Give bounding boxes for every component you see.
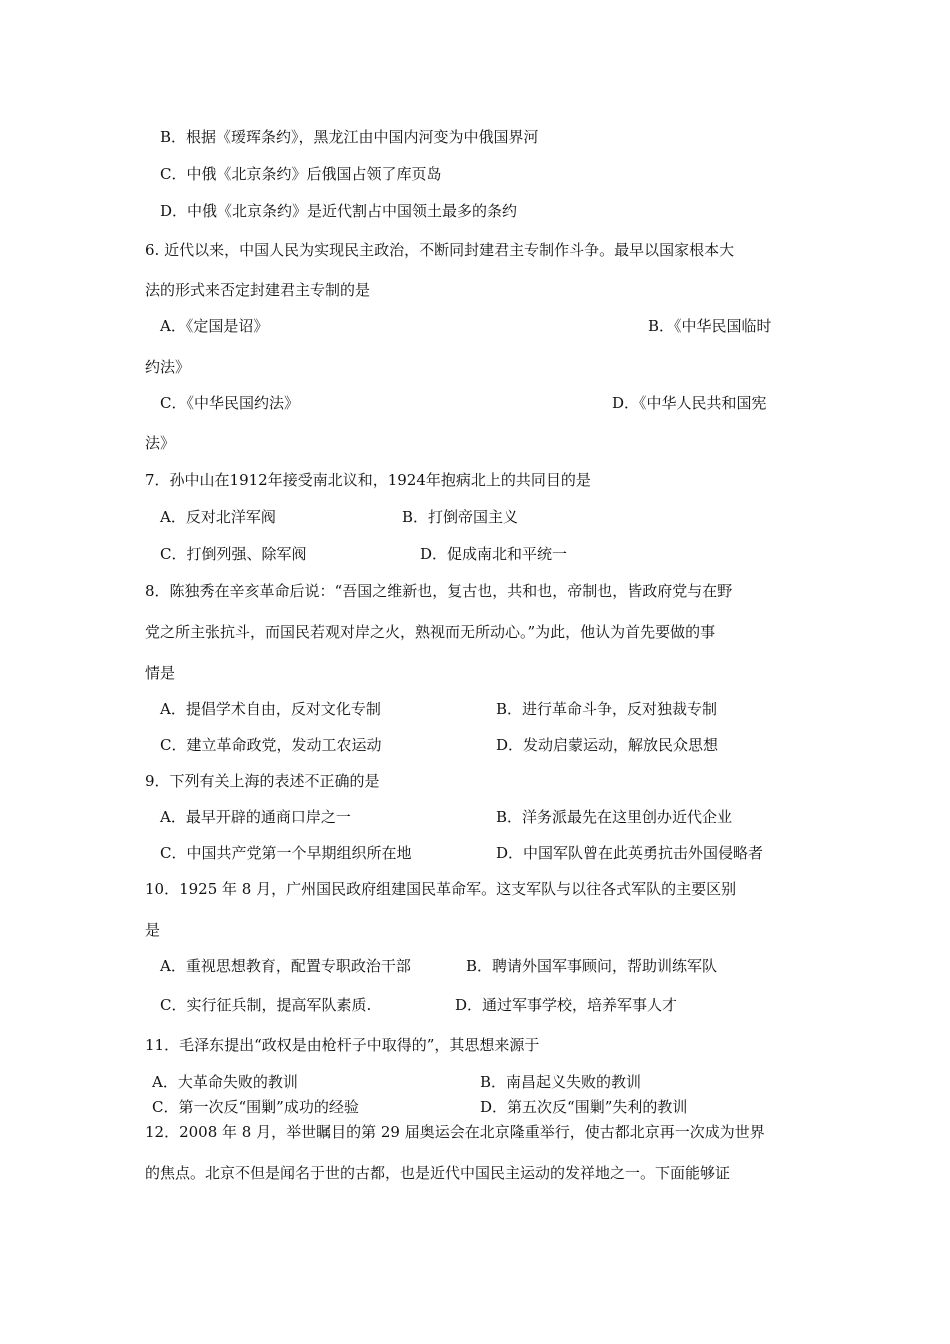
q6-stem-line-2: 法的形式来否定封建君主专制的是	[145, 281, 371, 299]
q8-stem-line-3: 情是	[145, 664, 176, 682]
q10-option-c: C．实行征兵制，提高军队素质.	[160, 996, 372, 1014]
q11-option-b: B．南昌起义失败的教训	[480, 1073, 642, 1091]
q8-option-d: D．发动启蒙运动，解放民众思想	[496, 736, 719, 754]
q11-option-a: A．大革命失败的教训	[152, 1073, 298, 1091]
q9-stem: 9．下列有关上海的表述不正确的是	[145, 772, 380, 790]
q5-option-b: B．根据《瑷珲条约》，黑龙江由中国内河变为中俄国界河	[160, 128, 539, 146]
q11-option-d: D．第五次反“围剿”失利的教训	[480, 1098, 688, 1116]
q8-option-c: C．建立革命政党，发动工农运动	[160, 736, 382, 754]
q6-option-b: B．《中华民国临时	[648, 317, 772, 335]
q9-option-b: B．洋务派最先在这里创办近代企业	[496, 808, 733, 826]
q6-option-b-wrap: 约法》	[145, 358, 191, 376]
q5-option-c: C．中俄《北京条约》后俄国占领了库页岛	[160, 165, 442, 183]
q9-option-c: C．中国共产党第一个早期组织所在地	[160, 844, 412, 862]
q5-option-d: D．中俄《北京条约》是近代割占中国领土最多的条约	[160, 202, 518, 220]
q9-option-d: D．中国军队曾在此英勇抗击外国侵略者	[496, 844, 764, 862]
q6-option-a: A．《定国是诏》	[160, 317, 269, 335]
q10-option-b: B．聘请外国军事顾问，帮助训练军队	[466, 957, 718, 975]
q10-option-d: D．通过军事学校，培养军事人才	[455, 996, 678, 1014]
q6-stem-line-1: 6. 近代以来，中国人民为实现民主政治，不断同封建君主专制作斗争。最早以国家根本大	[145, 241, 735, 259]
q7-option-a: A．反对北洋军阀	[160, 508, 276, 526]
q8-stem-line-1: 8．陈独秀在辛亥革命后说：“吾国之维新也，复古也，共和也，帝制也，皆政府党与在野	[145, 582, 733, 600]
q7-option-c: C．打倒列强、除军阀	[160, 545, 307, 563]
q12-stem-line-2: 的焦点。北京不但是闻名于世的古都，也是近代中国民主运动的发祥地之一。下面能够证	[145, 1164, 731, 1182]
q8-option-a: A．提倡学术自由，反对文化专制	[160, 700, 381, 718]
q9-option-a: A．最早开辟的通商口岸之一	[160, 808, 351, 826]
q10-option-a: A．重视思想教育，配置专职政治干部	[160, 957, 411, 975]
q7-stem: 7．孙中山在1912年接受南北议和，1924年抱病北上的共同目的是	[145, 471, 591, 489]
q7-option-b: B．打倒帝国主义	[402, 508, 519, 526]
q8-option-b: B．进行革命斗争，反对独裁专制	[496, 700, 718, 718]
q11-stem: 11．毛泽东提出“政权是由枪杆子中取得的”，其思想来源于	[145, 1036, 540, 1054]
q12-stem-line-1: 12．2008 年 8 月，举世瞩目的第 29 届奥运会在北京隆重举行，使古都北京再一次成为世界	[145, 1123, 765, 1141]
q10-stem-line-1: 10．1925 年 8 月，广州国民政府组建国民革命军。这支军队与以往各式军队的主要区别	[145, 880, 737, 898]
q6-option-c: C．《中华民国约法》	[160, 394, 299, 412]
q10-stem-line-2: 是	[145, 921, 161, 939]
q6-option-d-wrap: 法》	[145, 434, 176, 452]
q11-option-c: C．第一次反“围剿”成功的经验	[152, 1098, 359, 1116]
q8-stem-line-2: 党之所主张抗斗，而国民若观对岸之火，熟视而无所动心。”为此，他认为首先要做的事	[145, 623, 716, 641]
q7-option-d: D．促成南北和平统一	[420, 545, 568, 563]
q6-option-d: D．《中华人民共和国宪	[612, 394, 767, 412]
